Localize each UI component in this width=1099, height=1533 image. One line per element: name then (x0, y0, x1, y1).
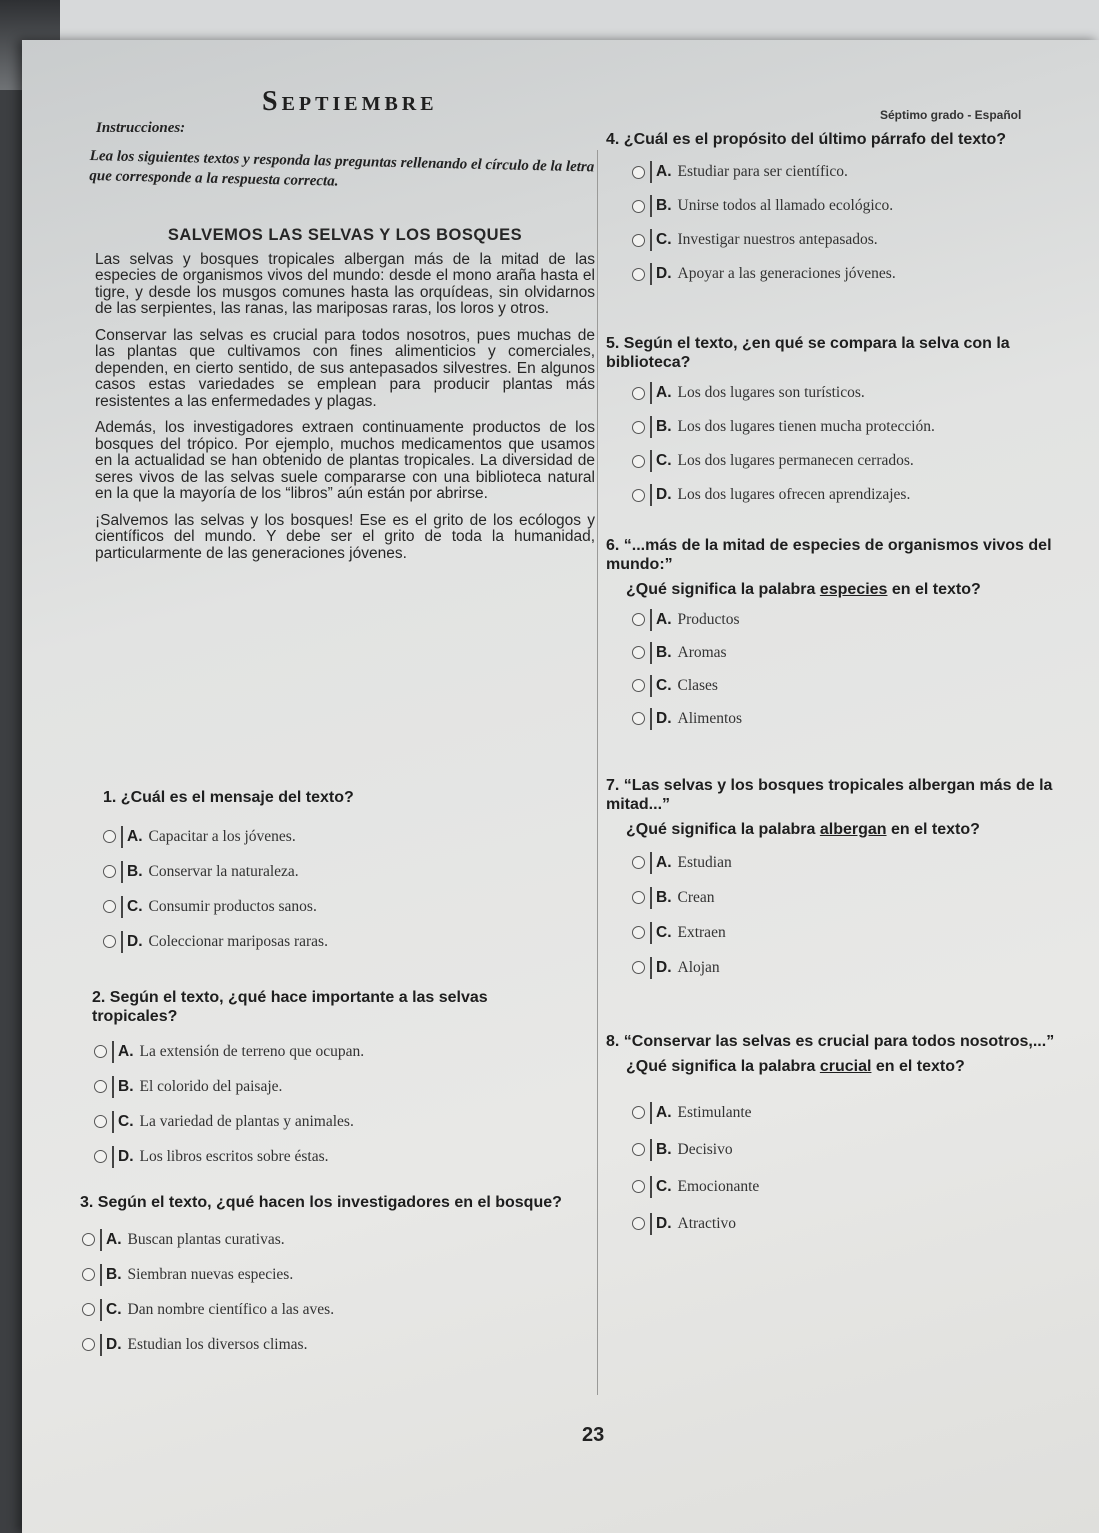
option-bar (650, 1213, 652, 1235)
question-8 (606, 1032, 1066, 1242)
question-stem: 6. “...más de la mitad de especies de organismos vivos del mundo:” (606, 537, 1052, 573)
radio-circle-icon[interactable] (632, 387, 645, 400)
answer-option[interactable]: D. Alimentos (632, 702, 1056, 735)
answer-option[interactable]: B. El colorido del paisaje. (94, 1069, 552, 1104)
option-bar (121, 931, 123, 953)
answer-option[interactable]: C. Extraen (632, 915, 1066, 950)
radio-circle-icon[interactable] (103, 830, 116, 843)
answer-option[interactable]: C. Consumir productos sanos. (103, 889, 583, 924)
question-subprompt: ¿Qué significa la palabra crucial en el texto? (626, 1058, 965, 1075)
article-paragraph: ¡Salvemos las selvas y los bosques! Ese es el grito de los ecólogos y científicos del mundo. Y debe ser el grito de toda la humanidad, particularmente de las generaciones jóvenes. (95, 511, 595, 562)
radio-circle-icon[interactable] (632, 1180, 645, 1193)
answer-option[interactable]: A. La extensión de terreno que ocupan. (94, 1034, 552, 1069)
answer-option[interactable]: B. Siembran nuevas especies. (82, 1257, 590, 1292)
option-bar (121, 896, 123, 918)
question-stem: 3. Según el texto, ¿qué hacen los investigadores en el bosque? (80, 1194, 562, 1211)
radio-circle-icon[interactable] (103, 865, 116, 878)
option-bar (650, 609, 652, 631)
radio-circle-icon[interactable] (632, 166, 645, 179)
option-bar (100, 1334, 102, 1356)
option-bar (650, 229, 652, 251)
question-stem: 5. Según el texto, ¿en qué se compara la selva con la biblioteca? (606, 335, 1010, 371)
question-stem: 2. Según el texto, ¿qué hace importante a las selvas tropicales? (92, 989, 488, 1025)
radio-circle-icon[interactable] (82, 1233, 95, 1246)
option-bar (100, 1264, 102, 1286)
radio-circle-icon[interactable] (632, 856, 645, 869)
radio-circle-icon[interactable] (632, 489, 645, 502)
radio-circle-icon[interactable] (632, 421, 645, 434)
radio-circle-icon[interactable] (632, 679, 645, 692)
question-2 (92, 988, 552, 1174)
article-paragraph: Conservar las selvas es crucial para todos nosotros, pues muchas de las plantas que cultivamos con fines alimenticios y comerciales, dependen, en cierto sentido, de sus antepasados silvestres. En algunos casos estas variedades se emplean para producir plantas más resistentes a las enfermedades y plagas. (95, 326, 595, 410)
answer-option[interactable]: A. Estudiar para ser científico. (632, 155, 1036, 189)
answer-option[interactable]: C. Dan nombre científico a las aves. (82, 1292, 590, 1327)
answer-option[interactable]: A. Los dos lugares son turísticos. (632, 376, 1046, 410)
radio-circle-icon[interactable] (632, 234, 645, 247)
option-bar (650, 195, 652, 217)
question-6 (606, 536, 1056, 735)
question-subprompt: ¿Qué significa la palabra especies en el texto? (626, 581, 981, 598)
answer-option[interactable]: B. Decisivo (632, 1131, 1066, 1168)
radio-circle-icon[interactable] (632, 1106, 645, 1119)
question-stem: 8. “Conservar las selvas es crucial para todos nosotros,...” (606, 1033, 1055, 1050)
option-bar (650, 675, 652, 697)
radio-circle-icon[interactable] (82, 1303, 95, 1316)
answer-option[interactable]: A. Buscan plantas curativas. (82, 1222, 590, 1257)
answer-option[interactable]: C. Investigar nuestros antepasados. (632, 223, 1036, 257)
radio-circle-icon[interactable] (94, 1150, 107, 1163)
radio-circle-icon[interactable] (94, 1115, 107, 1128)
radio-circle-icon[interactable] (82, 1268, 95, 1281)
radio-circle-icon[interactable] (82, 1338, 95, 1351)
answer-option[interactable]: D. Coleccionar mariposas raras. (103, 924, 583, 959)
option-bar (121, 826, 123, 848)
radio-circle-icon[interactable] (632, 200, 645, 213)
option-bar (112, 1111, 114, 1133)
radio-circle-icon[interactable] (632, 961, 645, 974)
radio-circle-icon[interactable] (632, 646, 645, 659)
answer-option[interactable]: B. Aromas (632, 636, 1056, 669)
article-paragraph: Además, los investigadores extraen continuamente productos de los bosques del trópico. Por ejemplo, muchos medicamentos que usamos en la actualidad se han obtenido de plantas tropicales. La diversidad de seres vivos de las selvas suele compararse con una biblioteca natural en la que la mayoría de los “libros” aún están por abrirse. (95, 419, 595, 502)
option-bar (650, 922, 652, 944)
column-divider (597, 150, 598, 1395)
option-bar (650, 263, 652, 285)
answer-option[interactable]: D. Estudian los diversos climas. (82, 1327, 590, 1362)
answer-option[interactable]: B. Unirse todos al llamado ecológico. (632, 189, 1036, 223)
option-bar (650, 708, 652, 730)
page-number: 23 (582, 1424, 605, 1446)
option-bar (121, 861, 123, 883)
answer-option[interactable]: A. Capacitar a los jóvenes. (103, 819, 583, 854)
option-bar (650, 382, 652, 404)
radio-circle-icon[interactable] (632, 455, 645, 468)
radio-circle-icon[interactable] (94, 1045, 107, 1058)
radio-circle-icon[interactable] (103, 935, 116, 948)
option-bar (100, 1299, 102, 1321)
question-3 (80, 1193, 590, 1362)
option-bar (650, 1139, 652, 1161)
option-bar (650, 450, 652, 472)
option-bar (650, 957, 652, 979)
answer-option[interactable]: B. Los dos lugares tienen mucha protección. (632, 410, 1046, 444)
radio-circle-icon[interactable] (632, 891, 645, 904)
option-bar (650, 852, 652, 874)
question-subprompt: ¿Qué significa la palabra albergan en el texto? (626, 821, 980, 838)
answer-option[interactable]: C. Clases (632, 669, 1056, 702)
option-bar (650, 1176, 652, 1198)
option-bar (650, 887, 652, 909)
answer-option[interactable]: D. Los dos lugares ofrecen aprendizajes. (632, 478, 1046, 512)
question-5 (606, 334, 1046, 512)
article-paragraph: Las selvas y bosques tropicales albergan más de la mitad de las especies de organismos vivos del mundo: desde el mono araña hasta el tigre, y desde los musgos comunes hasta las orquídeas, sin olvidarnos de las serpientes, las ranas, las mariposas raras, los loros y otros. (95, 250, 595, 317)
radio-circle-icon[interactable] (632, 613, 645, 626)
option-bar (650, 484, 652, 506)
question-4 (606, 130, 1036, 291)
question-stem: 4. ¿Cuál es el propósito del último párrafo del texto? (606, 131, 1007, 148)
month-heading: Septiembre (262, 86, 438, 117)
answer-option[interactable]: B. Crean (632, 880, 1066, 915)
reading-text (95, 205, 595, 572)
question-1 (103, 788, 583, 959)
answer-option[interactable]: C. Los dos lugares permanecen cerrados. (632, 444, 1046, 478)
answer-option[interactable]: C. Emocionante (632, 1168, 1066, 1205)
radio-circle-icon[interactable] (632, 268, 645, 281)
answer-option[interactable]: D. Atractivo (632, 1205, 1066, 1242)
instructions-body: Lea los siguientes textos y responda las preguntas rellenando el círculo de la letra que corresponde a la respuesta correcta. (89, 147, 595, 190)
answer-option[interactable]: C. La variedad de plantas y animales. (94, 1104, 552, 1139)
option-bar (112, 1076, 114, 1098)
answer-option[interactable]: A. Estudian (632, 845, 1066, 880)
answer-option[interactable]: D. Apoyar a las generaciones jóvenes. (632, 257, 1036, 291)
radio-circle-icon[interactable] (94, 1080, 107, 1093)
radio-circle-icon[interactable] (632, 1217, 645, 1230)
option-bar (650, 1102, 652, 1124)
answer-option[interactable]: A. Productos (632, 603, 1056, 636)
article-title: SALVEMOS LAS SELVAS Y LOS BOSQUES (167, 226, 523, 244)
option-bar (650, 416, 652, 438)
answer-option[interactable]: B. Conservar la naturaleza. (103, 854, 583, 889)
radio-circle-icon[interactable] (103, 900, 116, 913)
option-bar (100, 1229, 102, 1251)
radio-circle-icon[interactable] (632, 926, 645, 939)
radio-circle-icon[interactable] (632, 712, 645, 725)
option-bar (650, 161, 652, 183)
instructions-title: Instrucciones: (96, 120, 186, 136)
question-stem: 1. ¿Cuál es el mensaje del texto? (103, 789, 354, 806)
answer-option[interactable]: D. Los libros escritos sobre éstas. (94, 1139, 552, 1174)
option-bar (112, 1041, 114, 1063)
option-bar (650, 642, 652, 664)
question-7 (606, 776, 1066, 985)
answer-option[interactable]: A. Estimulante (632, 1094, 1066, 1131)
radio-circle-icon[interactable] (632, 1143, 645, 1156)
answer-option[interactable]: D. Alojan (632, 950, 1066, 985)
option-bar (112, 1146, 114, 1168)
question-stem: 7. “Las selvas y los bosques tropicales albergan más de la mitad...” (606, 777, 1053, 813)
grade-label: Séptimo grado - Español (880, 108, 1022, 122)
